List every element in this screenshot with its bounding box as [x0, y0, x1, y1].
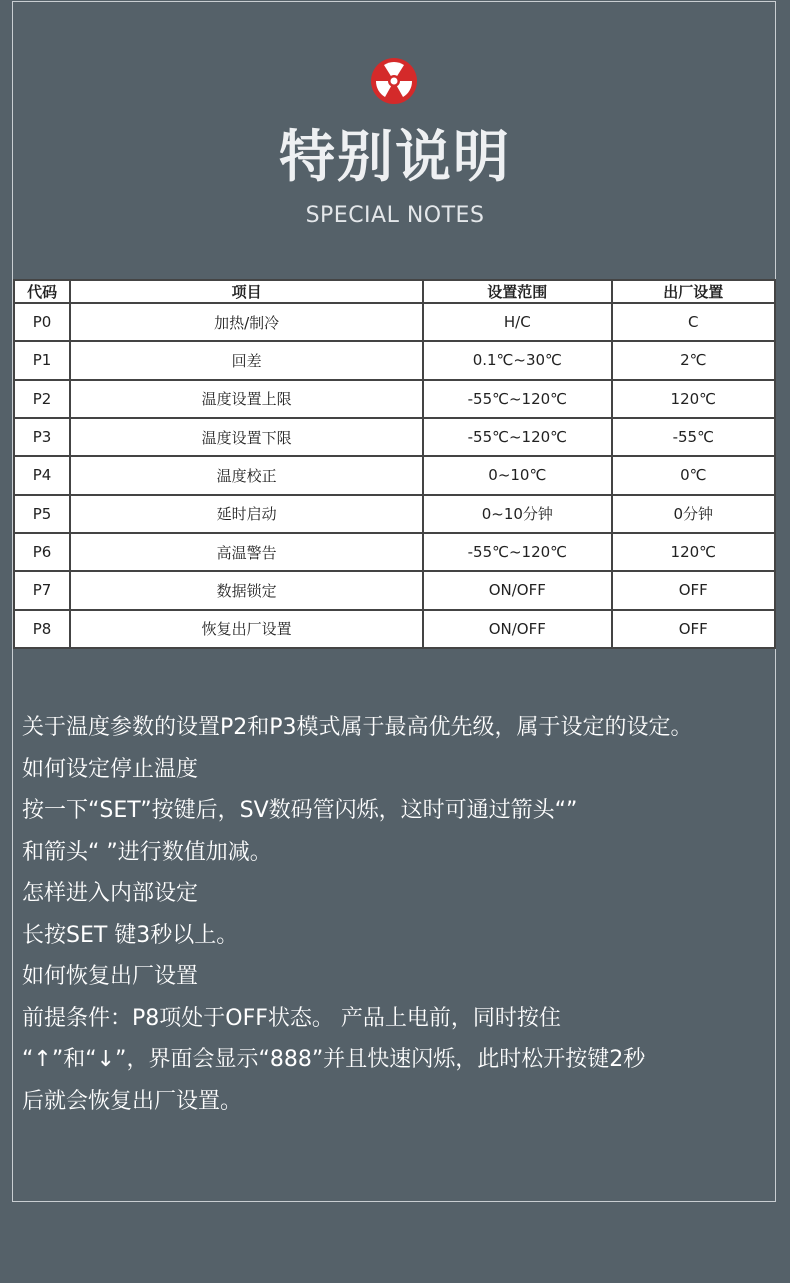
cell-item: 延时启动 — [70, 495, 423, 533]
cell-code: P1 — [14, 341, 70, 379]
page-subtitle: SPECIAL NOTES — [305, 203, 485, 228]
cell-range: -55℃~120℃ — [423, 380, 611, 418]
cell-range: 0~10℃ — [423, 456, 611, 494]
cell-code: P6 — [14, 533, 70, 571]
cell-default: 2℃ — [612, 341, 775, 379]
cell-default: 120℃ — [612, 380, 775, 418]
notes-text — [22, 707, 778, 1122]
note-line: 长按SET 键3秒以上。 — [22, 922, 239, 948]
cell-code: P0 — [14, 303, 70, 341]
cell-item: 温度校正 — [70, 456, 423, 494]
cell-range: ON/OFF — [423, 571, 611, 609]
column-header-range: 设置范围 — [423, 280, 611, 303]
table-row — [14, 533, 775, 571]
table-row — [14, 495, 775, 533]
parameter-table — [13, 279, 776, 649]
cell-item: 高温警告 — [70, 533, 423, 571]
note-line: “↑”和“↓”，界面会显示“888”并且快速闪烁，此时松开按键2秒 — [22, 1047, 646, 1072]
cell-default: 120℃ — [612, 533, 775, 571]
cell-default: OFF — [612, 571, 775, 609]
cell-item: 数据锁定 — [70, 571, 423, 609]
cell-default: 0℃ — [612, 456, 775, 494]
table-row — [14, 303, 775, 341]
note-line: 后就会恢复出厂设置。 — [22, 1088, 243, 1114]
cell-code: P4 — [14, 456, 70, 494]
cell-default: C — [612, 303, 775, 341]
table-row — [14, 418, 775, 456]
cell-default: OFF — [612, 610, 775, 648]
column-header-code: 代码 — [14, 280, 70, 303]
cell-range: 0~10分钟 — [423, 495, 611, 533]
cell-range: 0.1℃~30℃ — [423, 341, 611, 379]
column-header-default: 出厂设置 — [612, 280, 775, 303]
table-row — [14, 456, 775, 494]
table-header-row — [14, 280, 775, 303]
cell-item: 恢复出厂设置 — [70, 610, 423, 648]
note-line: 按一下“SET”按键后，SV数码管闪烁，这时可通过箭头“” — [22, 798, 578, 823]
note-line: 如何恢复出厂设置 — [22, 964, 199, 989]
cell-item: 加热/制冷 — [70, 303, 423, 341]
note-line: 如何设定停止温度 — [22, 756, 199, 782]
cell-code: P5 — [14, 495, 70, 533]
cell-item: 温度设置上限 — [70, 380, 423, 418]
table-row — [14, 380, 775, 418]
cell-range: -55℃~120℃ — [423, 533, 611, 571]
cell-code: P7 — [14, 571, 70, 609]
column-header-item: 项目 — [70, 280, 423, 303]
cell-range: -55℃~120℃ — [423, 418, 611, 456]
cell-item: 回差 — [70, 341, 423, 379]
radiation-icon — [370, 57, 418, 105]
cell-range: ON/OFF — [423, 610, 611, 648]
table-row — [14, 610, 775, 648]
page-title: 特别说明 — [279, 125, 511, 190]
note-line: 前提条件：P8项处于OFF状态。 产品上电前，同时按住 — [22, 1005, 561, 1031]
cell-code: P8 — [14, 610, 70, 648]
cell-item: 温度设置下限 — [70, 418, 423, 456]
table-row — [14, 341, 775, 379]
cell-code: P2 — [14, 380, 70, 418]
cell-range: H/C — [423, 303, 611, 341]
note-line: 和箭头“ ”进行数值加减。 — [22, 839, 272, 865]
cell-default: 0分钟 — [612, 495, 775, 533]
cell-code: P3 — [14, 418, 70, 456]
table-row — [14, 571, 775, 609]
note-line: 关于温度参数的设置P2和P3模式属于最高优先级，属于设定的设定。 — [22, 715, 693, 740]
cell-default: -55℃ — [612, 418, 775, 456]
note-line: 怎样进入内部设定 — [22, 881, 199, 906]
